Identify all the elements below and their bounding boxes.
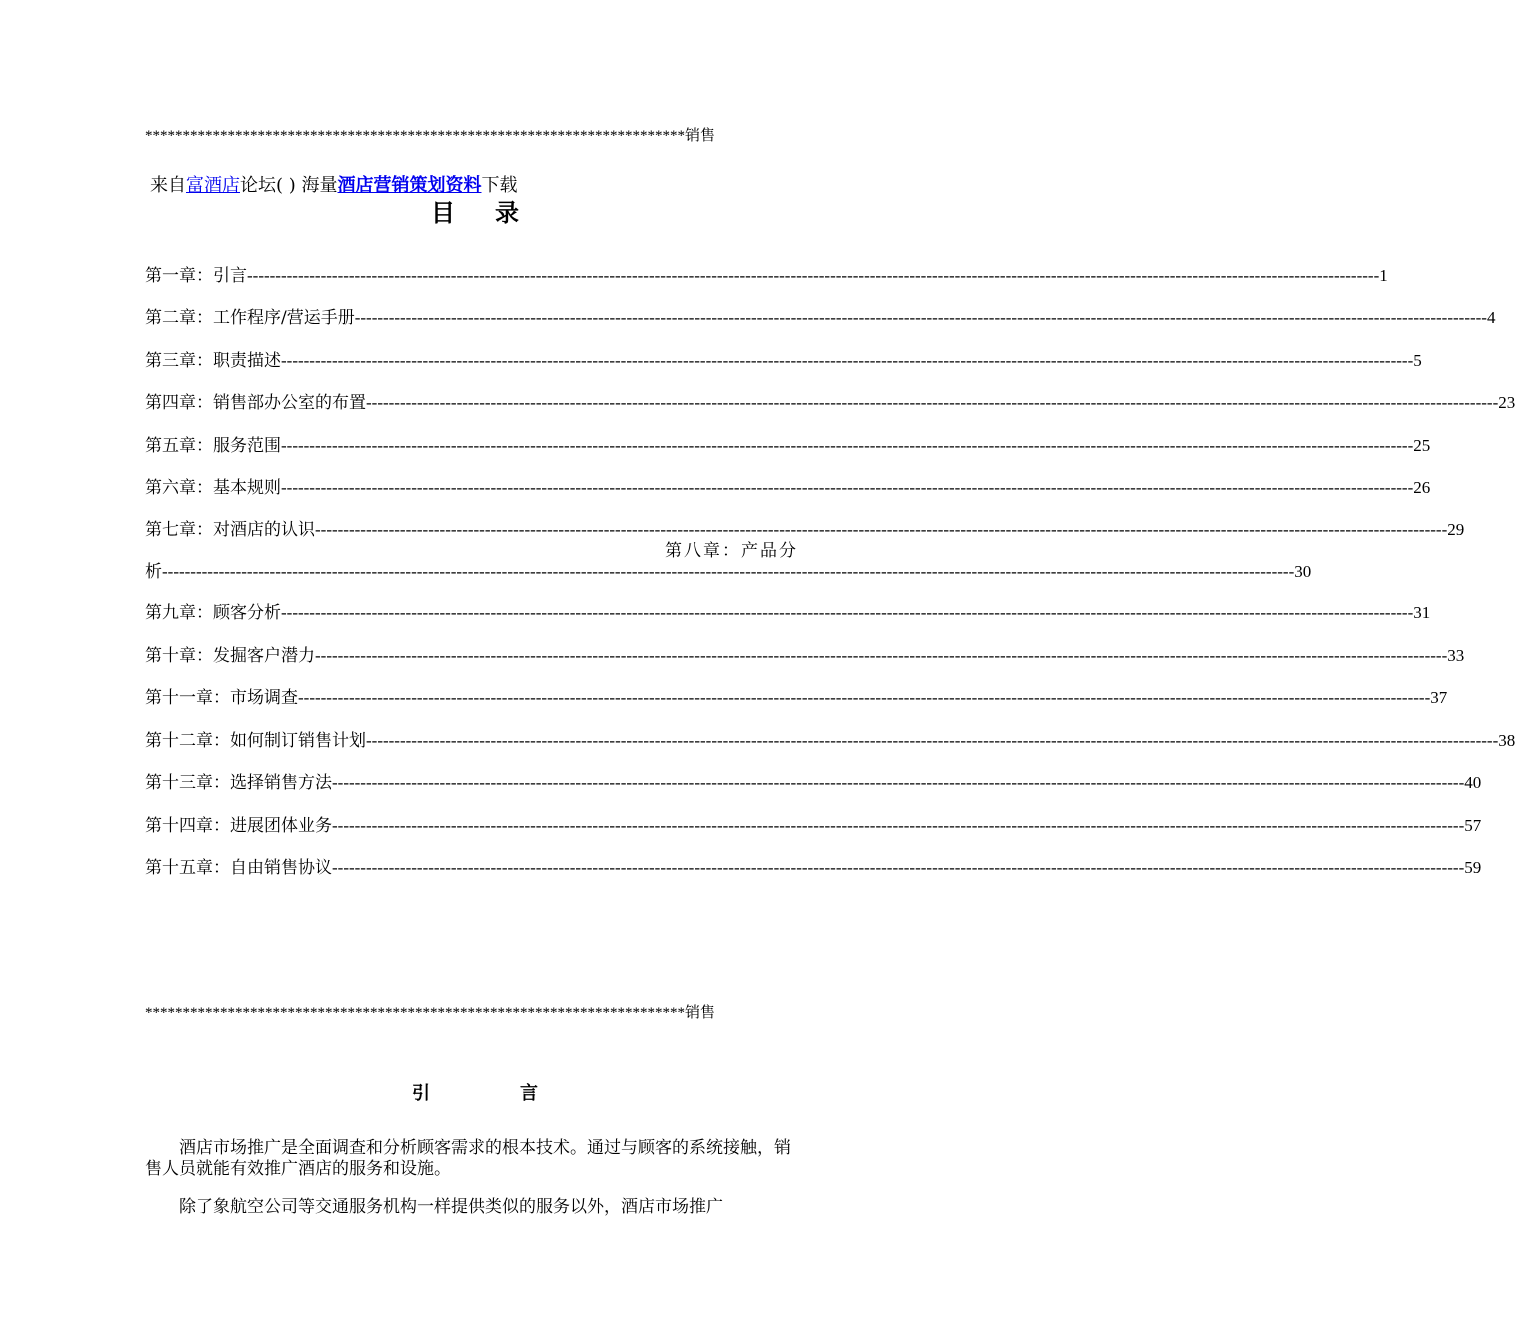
toc-entry-6[interactable] — [145, 473, 1431, 498]
toc-leader: -------------------------------------------------------------------------------------------------------------------------------------------------------------------------------------------------------- — [366, 731, 1499, 750]
toc-leader: -------------------------------------------------------------------------------------------------------------------------------------------------------------------------------------------------------- — [332, 858, 1465, 877]
toc-entry-page: 37 — [1430, 688, 1448, 707]
toc-entry-page: 40 — [1464, 773, 1482, 792]
toc-entry-8[interactable] — [145, 557, 1312, 582]
toc-entry-1[interactable] — [145, 261, 1388, 286]
toc-entry-label: 第五章：服务范围 — [145, 436, 281, 456]
toc-entry-page: 25 — [1413, 436, 1431, 455]
toc-title — [0, 193, 950, 228]
toc-leader: -------------------------------------------------------------------------------------------------------------------------------------------------------------------------------------------------------- — [298, 688, 1431, 707]
intro-paragraph-2: 除了象航空公司等交通服务机构一样提供类似的服务以外，酒店市场推广 — [179, 1197, 723, 1217]
toc-entry-page: 1 — [1379, 266, 1388, 285]
source-suffix: 下载 — [481, 175, 518, 196]
toc-leader: -------------------------------------------------------------------------------------------------------------------------------------------------------------------------------------------------------- — [315, 520, 1448, 539]
toc-entry-label-part2: 析 — [145, 562, 162, 582]
toc-title-char-1: 目 — [431, 198, 455, 227]
toc-leader: -------------------------------------------------------------------------------------------------------------------------------------------------------------------------------------------------------- — [315, 646, 1448, 665]
toc-entry-label: 第一章：引言 — [145, 266, 247, 286]
toc-entry-page: 57 — [1464, 816, 1482, 835]
source-prefix: 来自 — [150, 175, 186, 196]
toc-entry-page: 38 — [1498, 731, 1515, 750]
toc-entry-3[interactable] — [145, 346, 1422, 371]
toc-entry-page: 30 — [1294, 562, 1312, 581]
toc-entry-label: 第二章：工作程序/营运手册 — [145, 308, 355, 328]
toc-leader: -------------------------------------------------------------------------------------------------------------------------------------------------------------------------------------------------------- — [281, 351, 1414, 370]
toc-entry-10[interactable] — [145, 641, 1465, 666]
source-middle: 论坛( ) 海量 — [240, 175, 338, 196]
toc-entry-page: 4 — [1486, 308, 1496, 327]
toc-entry-12[interactable] — [145, 726, 1515, 751]
toc-entry-label: 第四章：销售部办公室的布置 — [145, 393, 366, 413]
toc-entry-page: 29 — [1447, 520, 1465, 539]
intro-title-char-1: 引 — [412, 1083, 430, 1104]
footer-stars: ************************************************************************销售 — [145, 1005, 716, 1021]
forum-link[interactable]: 富酒店 — [186, 175, 240, 196]
toc-entry-label: 第十三章：选择销售方法 — [145, 773, 332, 793]
toc-leader: -------------------------------------------------------------------------------------------------------------------------------------------------------------------------------------------------------- — [281, 603, 1414, 622]
header-stars: ************************************************************************销售 — [145, 128, 716, 144]
toc-entry-5[interactable] — [145, 431, 1431, 456]
toc-entry-label: 第十四章：进展团体业务 — [145, 816, 332, 836]
toc-entry-page: 23 — [1498, 393, 1515, 412]
toc-entry-page: 33 — [1447, 646, 1465, 665]
toc-leader: -------------------------------------------------------------------------------------------------------------------------------------------------------------------------------------------------------- — [247, 266, 1380, 285]
toc-leader: -------------------------------------------------------------------------------------------------------------------------------------------------------------------------------------------------------- — [162, 562, 1295, 581]
toc-entry-page: 26 — [1413, 478, 1431, 497]
toc-entry-14[interactable] — [145, 811, 1482, 836]
materials-link[interactable]: 酒店营销策划资料 — [337, 175, 482, 196]
intro-title-char-2: 言 — [520, 1083, 538, 1104]
toc-entry-9[interactable] — [145, 598, 1431, 623]
toc-entry-label: 第七章：对酒店的认识 — [145, 520, 315, 540]
toc-leader: -------------------------------------------------------------------------------------------------------------------------------------------------------------------------------------------------------- — [332, 773, 1465, 792]
toc-entry-label: 第十二章：如何制订销售计划 — [145, 731, 366, 751]
toc-leader: -------------------------------------------------------------------------------------------------------------------------------------------------------------------------------------------------------- — [354, 308, 1487, 327]
toc-leader: -------------------------------------------------------------------------------------------------------------------------------------------------------------------------------------------------------- — [281, 478, 1414, 497]
toc-entry-page: 5 — [1413, 351, 1422, 370]
toc-entry-label: 第三章：职责描述 — [145, 351, 281, 371]
toc-entry-2[interactable] — [145, 303, 1496, 328]
toc-entry-page: 31 — [1413, 603, 1431, 622]
toc-entry-4[interactable] — [145, 388, 1515, 413]
toc-entry-label: 第十章：发掘客户潜力 — [145, 646, 315, 666]
toc-entry-page: 59 — [1464, 858, 1482, 877]
intro-paragraph-1: 酒店市场推广是全面调查和分析顾客需求的根本技术。通过与顾客的系统接触，销售人员就能有效推广酒店的服务和设施。 — [145, 1138, 791, 1179]
intro-title — [0, 1079, 950, 1105]
toc-entry-15[interactable] — [145, 853, 1482, 878]
toc-entry-label: 第十一章：市场调查 — [145, 688, 298, 708]
toc-entry-11[interactable] — [145, 683, 1448, 708]
toc-entry-label: 第六章：基本规则 — [145, 478, 281, 498]
toc-entry-13[interactable] — [145, 768, 1482, 793]
toc-title-char-2: 录 — [495, 198, 519, 227]
toc-leader: -------------------------------------------------------------------------------------------------------------------------------------------------------------------------------------------------------- — [332, 816, 1465, 835]
toc-entry-8-label-part1[interactable]: 第八章：产品分 — [665, 541, 798, 561]
toc-entry-label: 第十五章：自由销售协议 — [145, 858, 332, 878]
toc-entry-label: 第九章：顾客分析 — [145, 603, 281, 623]
toc-leader: -------------------------------------------------------------------------------------------------------------------------------------------------------------------------------------------------------- — [281, 436, 1414, 455]
toc-leader: -------------------------------------------------------------------------------------------------------------------------------------------------------------------------------------------------------- — [366, 393, 1499, 412]
